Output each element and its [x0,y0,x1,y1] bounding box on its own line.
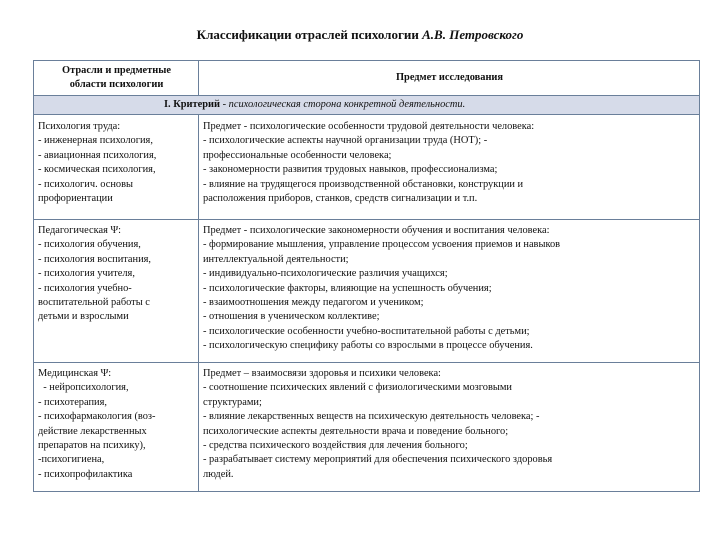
subject-line: - взаимоотношения между педагогом и учеником; [203,297,424,309]
branch-line: Медицинская Ψ: [38,368,112,379]
subject-line: - психологические особенности учебно-воспитательной работы с детьми; [203,325,530,337]
branch-line: - нейропсихология, [38,382,129,394]
branch-cell [34,220,199,363]
branch-line: - психофармакология (воз- [38,411,156,423]
branch-line: - психология обучения, [38,239,141,251]
criterion-row [34,96,700,115]
criterion-label: I. Критерий [164,98,221,110]
subject-line: Предмет – взаимосвязи здоровья и психики человека: [203,368,441,379]
criterion-cell [34,96,700,115]
branch-line: - космическая психология, [38,164,156,176]
subject-line: людей. [203,468,234,480]
header-row [34,61,700,96]
subject-line: - психологическую специфику работы со взрослыми в процессе обучения. [203,340,533,352]
subject-line: - влияние лекарственных веществ на психическую деятельность человека; - [203,411,540,423]
page-title [0,27,720,43]
branch-line: детьми и взрослыми [38,311,129,323]
subject-line: - отношения в ученическом коллективе; [203,311,380,323]
branch-line: -психогигиена, [38,454,105,466]
subject-line: расположения приборов, станков, средств сигнализации и т.п. [203,193,478,205]
branch-line: - психотерапия, [38,396,107,408]
subject-line: структурами; [203,396,262,408]
title-main: Классификации отраслей психологии [196,27,423,42]
branch-line: - психология учителя, [38,268,135,280]
branch-cell [34,115,199,220]
header-subject: Предмет исследования [199,61,700,96]
branch-line: - психологич. основы [38,178,133,190]
subject-line: - индивидуально-психологические различия учащихся; [203,268,448,280]
subject-line: - средства психического воздействия для лечения больного; [203,440,468,452]
branch-cell [34,363,199,492]
subject-line: - закономерности развития трудовых навыков, профессионализма; [203,164,498,176]
subject-line: - соотношение психических явлений с физиологическими мозговыми [203,382,512,394]
subject-line: профессиональные особенности человека; [203,149,392,161]
branch-line: воспитательной работы с [38,297,150,309]
header-branches-line: Отрасли и предметные [62,64,171,76]
branch-line: профориентации [38,193,113,205]
branch-line: Психология труда: [38,121,121,132]
header-branches [34,61,199,96]
branch-line: препаратов на психику), [38,440,146,452]
subject-line: - влияние на трудящегося производственной обстановки, конструкции и [203,178,524,190]
subject-line: - психологические аспекты научной организации труда (НОТ); - [203,135,488,147]
subject-line: психологические аспекты деятельности врача и поведение больного; [203,425,509,437]
subject-line: - формирование мышления, управление процессом усвоения приемов и навыков [203,239,561,251]
header-branches-line: области психологии [69,79,164,90]
criterion-text: - психологическая сторона конкретной деятельности. [220,98,466,110]
branch-line: Педагогическая Ψ: [38,225,122,236]
subject-cell [199,363,700,492]
branch-line: действие лекарственных [38,425,147,437]
branch-line: - психология учебно- [38,282,132,294]
title-author: А.В. Петровского [422,27,524,42]
subject-cell [199,220,700,363]
subject-cell [199,115,700,220]
branch-line: - инженерная психология, [38,135,153,147]
subject-line: интеллектуальной деятельности; [203,253,349,265]
subject-line: - психологические факторы, влияющие на успешность обучения; [203,282,492,294]
branch-line: - психология воспитания, [38,253,152,265]
table-row [34,363,700,492]
subject-line: Предмет - психологические особенности трудовой деятельности человека: [203,121,535,132]
table-row [34,220,700,363]
classification-table [33,60,700,492]
subject-line: - разрабатывает систему мероприятий для обеспечения психического здоровья [203,454,553,466]
branch-line: - авиационная психология, [38,149,157,161]
subject-line: Предмет - психологические закономерности обучения и воспитания человека: [203,225,550,236]
branch-line: - психопрофилактика [38,468,133,480]
table-row [34,115,700,220]
